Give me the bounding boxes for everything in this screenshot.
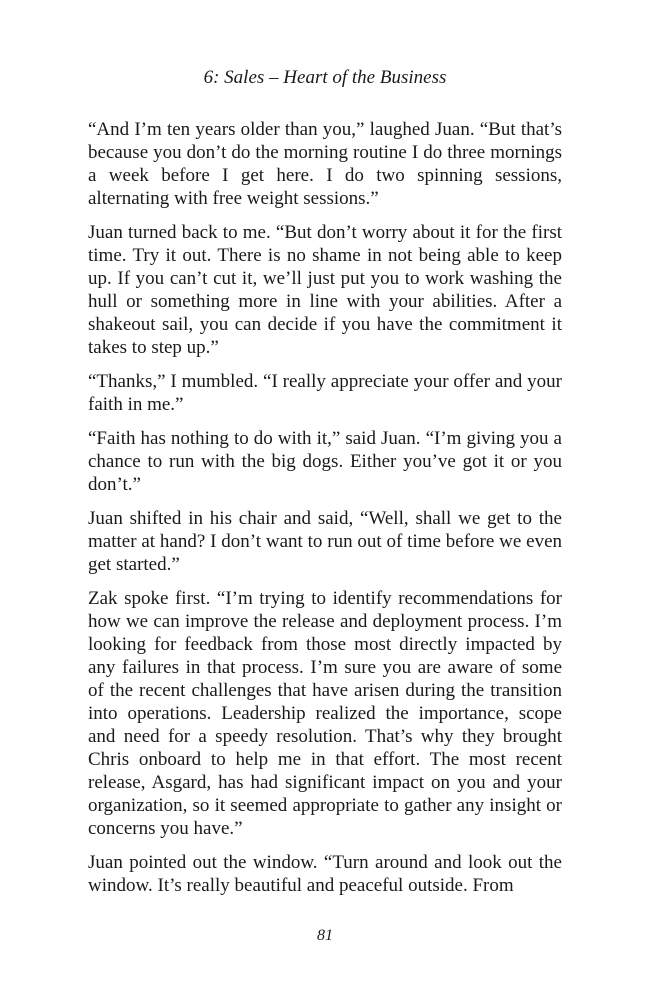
body-text [88, 118, 562, 908]
running-head: 6: Sales – Heart of the Business [203, 67, 447, 88]
paragraph: “And I’m ten years older than you,” laughed Juan. “But that’s because you don’t do the morning routine I do three mornings a week before I get here. I do two spinning sessions, alternating with free weight sessions.” [88, 119, 562, 209]
paragraph: Zak spoke first. “I’m trying to identify recommendations for how we can improve the release and deployment process. I’m looking for feedback from those most directly impacted by any failures in that process. I’m sure you are aware of some of the recent challenges that have arisen during the transition into operations. Leadership realized the importance, scope and need for a speedy resolution. That’s why they brought Chris onboard to help me in that effort. The most recent release, Asgard, has had significant impact on you and your organization, so it seemed appropriate to gather any insight or concerns you have.” [88, 588, 562, 839]
paragraph: “Faith has nothing to do with it,” said Juan. “I’m giving you a chance to run with the big dogs. Either you’ve got it or you don’t.” [88, 428, 562, 495]
paragraph: Juan shifted in his chair and said, “Well, shall we get to the matter at hand? I don’t want to run out of time before we even get started.” [88, 508, 562, 575]
paragraph: Juan turned back to me. “But don’t worry about it for the first time. Try it out. There is no shame in not being able to keep up. If you can’t cut it, we’ll just put you to work washing the hull or something more in line with your abilities. After a shakeout sail, you can decide if you have the commitment it takes to step up.” [88, 222, 562, 358]
paragraph: Juan pointed out the window. “Turn around and look out the window. It’s really beautiful and peaceful outside. From [88, 852, 562, 896]
page-number: 81 [317, 927, 333, 944]
paragraph: “Thanks,” I mumbled. “I really appreciate your offer and your faith in me.” [88, 371, 562, 415]
